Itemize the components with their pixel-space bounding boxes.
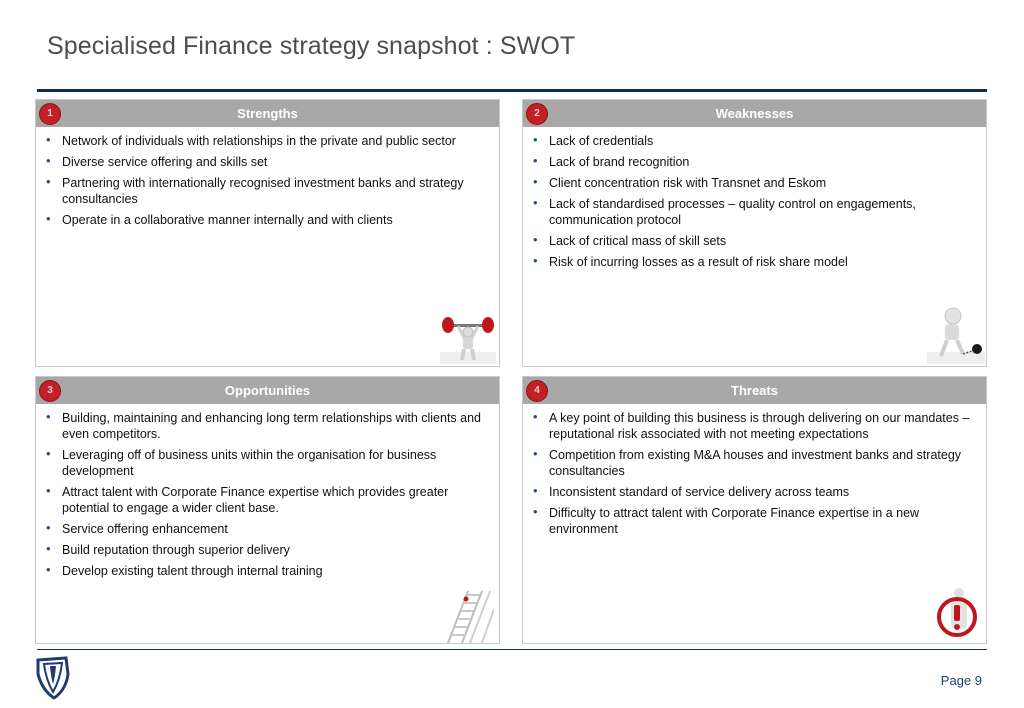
footer-divider xyxy=(37,649,987,650)
list-item: • Build reputation through superior delivery xyxy=(44,542,491,558)
strengths-header xyxy=(36,100,499,127)
list-item: • Operate in a collaborative manner internally and with clients xyxy=(44,212,491,228)
quadrant-number-badge: 2 xyxy=(526,103,548,125)
page-title: Specialised Finance strategy snapshot : SWOT xyxy=(47,32,576,60)
strengths-list xyxy=(36,127,499,228)
title-divider xyxy=(37,89,987,92)
weaknesses-title: Weaknesses xyxy=(715,106,794,121)
warning-exclamation-icon xyxy=(933,587,981,639)
strengths-title: Strengths xyxy=(237,106,298,121)
threats-list xyxy=(523,404,986,537)
list-item: • Develop existing talent through internal training xyxy=(44,563,491,579)
strengths-panel xyxy=(35,99,500,367)
list-item: • Leveraging off of business units within the organisation for business development xyxy=(44,447,491,479)
list-item: • Client concentration risk with Transnet and Eskom xyxy=(531,175,978,191)
threats-panel xyxy=(522,376,987,644)
list-item: • Competition from existing M&A houses and investment banks and strategy consultancies xyxy=(531,447,978,479)
opportunities-list xyxy=(36,404,499,579)
list-item: • Attract talent with Corporate Finance expertise which provides greater potential to engage a wider client base. xyxy=(44,484,491,516)
weaknesses-list xyxy=(523,127,986,270)
list-item: • Service offering enhancement xyxy=(44,521,491,537)
opportunities-panel xyxy=(35,376,500,644)
ball-and-chain-icon xyxy=(927,306,985,364)
list-item: • Building, maintaining and enhancing long term relationships with clients and even competitors. xyxy=(44,410,491,442)
list-item: • Lack of critical mass of skill sets xyxy=(531,233,978,249)
list-item: • Difficulty to attract talent with Corporate Finance expertise in a new environment xyxy=(531,505,978,537)
list-item: • Lack of credentials xyxy=(531,133,978,149)
list-item: • Partnering with internationally recognised investment banks and strategy consultancies xyxy=(44,175,491,207)
company-logo-icon xyxy=(36,656,70,700)
weaknesses-panel xyxy=(522,99,987,367)
opportunities-header xyxy=(36,377,499,404)
list-item: • Risk of incurring losses as a result of risk share model xyxy=(531,254,978,270)
weightlifter-icon xyxy=(440,314,496,364)
quadrant-number-badge: 1 xyxy=(39,103,61,125)
list-item: • Network of individuals with relationships in the private and public sector xyxy=(44,133,491,149)
quadrant-number-badge: 4 xyxy=(526,380,548,402)
threats-header xyxy=(523,377,986,404)
list-item: • A key point of building this business is through delivering on our mandates – reputational risk associated with not meeting expectations xyxy=(531,410,978,442)
page-number: Page 9 xyxy=(940,673,982,688)
list-item: • Lack of brand recognition xyxy=(531,154,978,170)
threats-title: Threats xyxy=(731,383,778,398)
ladder-icon xyxy=(444,589,494,643)
list-item: • Diverse service offering and skills set xyxy=(44,154,491,170)
quadrant-number-badge: 3 xyxy=(39,380,61,402)
list-item: • Lack of standardised processes – quality control on engagements, communication protocol xyxy=(531,196,978,228)
weaknesses-header xyxy=(523,100,986,127)
list-item: • Inconsistent standard of service delivery across teams xyxy=(531,484,978,500)
opportunities-title: Opportunities xyxy=(224,383,311,398)
